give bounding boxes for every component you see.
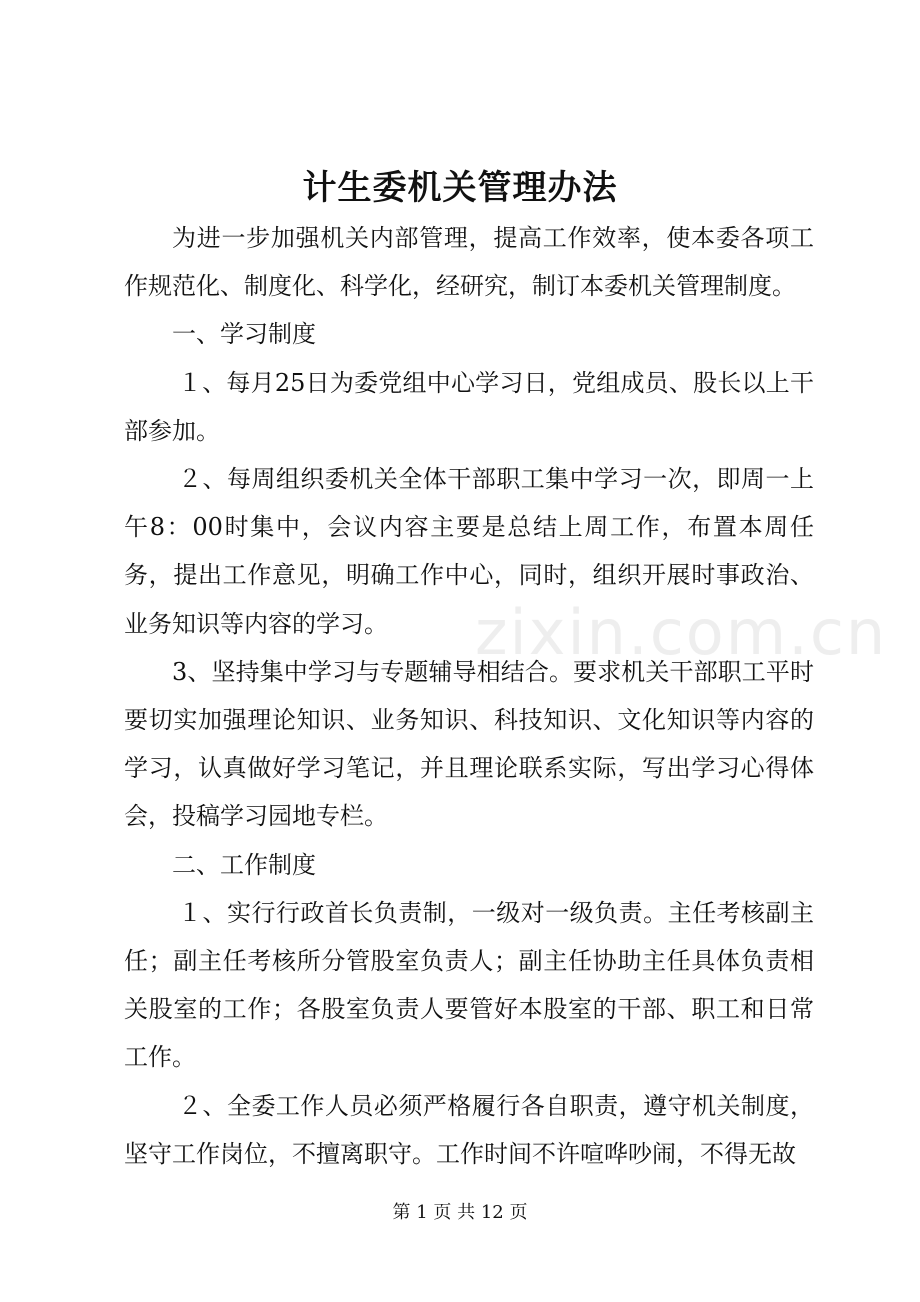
watermark: zixin.com.cn xyxy=(475,596,888,669)
study-item-3: 3、坚持集中学习与专题辅导相结合。要求机关干部职工平时要切实加强理论知识、业务知识、科技知识、文化知识等内容的学习，认真做好学习笔记，并且理论联系实际，写出学习心得体会，投稿学习园地专栏。 xyxy=(124,657,814,831)
study-item-2: ２、每周组织委机关全体干部职工集中学习一次，即周一上午8：00时集中，会议内容主要是总结上周工作，布置本周任务，提出工作意见，明确工作中心，同时，组织开展时事政治、业务知识等内容的学习。 xyxy=(124,465,814,638)
work-item-2: ２、全委工作人员必须严格履行各自职责，遵守机关制度，坚守工作岗位，不擅离职守。工作时间不许喧哗吵闹，不得无故 xyxy=(124,1091,814,1168)
document-body xyxy=(124,214,814,1178)
document-title: 计生委机关管理办法 xyxy=(302,168,618,208)
page-number-footer: 第 1 页 共 12 页 xyxy=(392,1202,528,1223)
intro-paragraph: 为进一步加强机关内部管理，提高工作效率，使本委各项工作规范化、制度化、科学化，经研究，制订本委机关管理制度。 xyxy=(124,224,814,301)
work-item-1: １、实行行政首长负责制，一级对一级负责。主任考核副主任；副主任考核所分管股室负责人；副主任协助主任具体负责相关股室的工作；各股室负责人要管好本股室的干部、职工和日常工作。 xyxy=(124,898,814,1072)
section-heading-study: 一、学习制度 xyxy=(172,320,316,349)
study-item-1: １、每月25日为委党组中心学习日，党组成员、股长以上干部参加。 xyxy=(124,368,814,445)
section-heading-work: 二、工作制度 xyxy=(172,850,316,879)
